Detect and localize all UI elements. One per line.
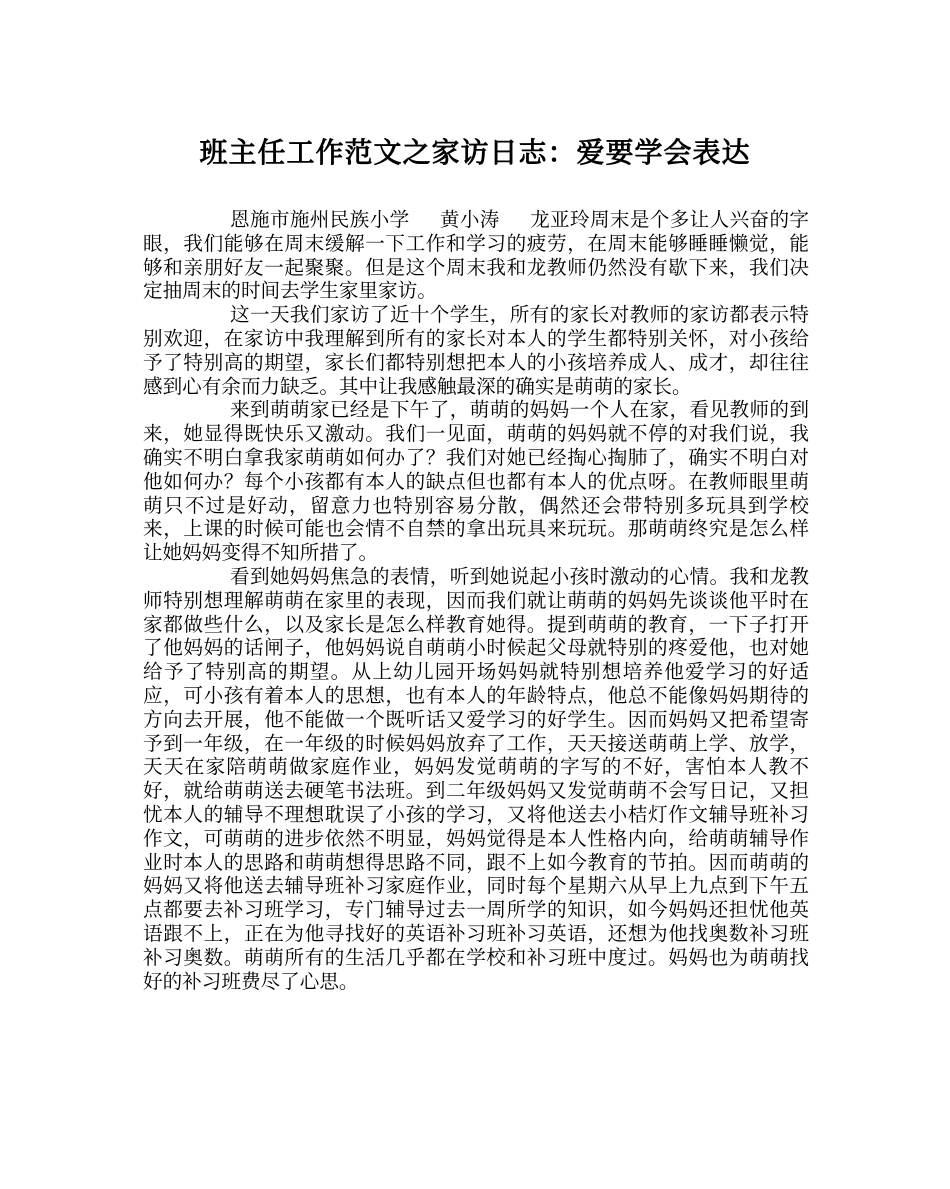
paragraph-2: 这一天我们家访了近十个学生，所有的家长对教师的家访都表示特别欢迎，在家访中我理解到所有的家长对本人的学生都特别关怀，对小孩给予了特别高的期望，家长们都特别想把本人的小孩培养成人、成才，却往往感到心有余而力缺乏。其中让我感触最深的确实是萌萌的家长。	[143, 303, 809, 398]
paragraph-1	[143, 208, 809, 303]
document-title: 班主任工作范文之家访日志：爱要学会表达	[199, 136, 751, 169]
paragraph-4: 看到她妈妈焦急的表情，听到她说起小孩时激动的心情。我和龙教师特别想理解萌萌在家里的表现，因而我们就让萌萌的妈妈先谈谈他平时在家都做些什么，以及家长是怎么样教育她得。提到萌萌的教育，一下子打开了他妈妈的话闸子，他妈妈说自萌萌小时候起父母就特别的疼爱他，也对她给予了特别高的期望。从上幼儿园开场妈妈就特别想培养他爱学习的好适应，可小孩有着本人的思想，也有本人的年龄特点，他总不能像妈妈期待的方向去开展，他不能做一个既听话又爱学习的好学生。因而妈妈又把希望寄予到一年级，在一年级的时候妈妈放弃了工作，天天接送萌萌上学、放学，天天在家陪萌萌做家庭作业，妈妈发觉萌萌的字写的不好，害怕本人教不好，就给萌萌送去硬笔书法班。到二年级妈妈又发觉萌萌不会写日记，又担忧本人的辅导不理想耽误了小孩的学习，又将他送去小桔灯作文辅导班补习作文，可萌萌的进步依然不明显，妈妈觉得是本人性格内向，给萌萌辅导作业时本人的思路和萌萌想得思路不同，跟不上如今教育的节拍。因而萌萌的妈妈又将他送去辅导班补习家庭作业，同时每个星期六从早上九点到下午五点都要去补习班学习，专门辅导过去一周所学的知识，如今妈妈还担忧他英语跟不上，正在为他寻找好的英语补习班补习英语，还想为他找奥数补习班补习奥数。萌萌所有的生活几乎都在学校和补习班中度过。妈妈也为萌萌找好的补习班费尽了心思。	[143, 564, 809, 993]
byline-author-1: 黄小涛	[439, 208, 500, 231]
paragraph-1-text: 周末是个多让人兴奋的字眼，我们能够在周末缓解一下工作和学习的疲劳，在周末能够睡睡懒觉，能够和亲朋好友一起聚聚。但是这个周末我和龙教师仍然没有歇下来，我们决定抽周末的时间去学生家里家访。	[143, 208, 810, 303]
paragraph-3: 来到萌萌家已经是下午了，萌萌的妈妈一个人在家，看见教师的到来，她显得既快乐又激动。我们一见面，萌萌的妈妈就不停的对我们说，我确实不明白拿我家萌萌如何办了？我们对她已经掏心掏肺了，确实不明白对他如何办？每个小孩都有本人的缺点但也都有本人的优点呀。在教师眼里萌萌只不过是好动，留意力也特别容易分散，偶然还会带特别多玩具到学校来，上课的时候可能也会情不自禁的拿出玩具来玩玩。那萌萌终究是怎么样让她妈妈变得不知所措了。	[143, 398, 809, 565]
byline-author-2: 龙亚玲	[529, 208, 590, 231]
byline-school: 恩施市施州民族小学	[230, 208, 410, 231]
document-body	[143, 208, 809, 993]
